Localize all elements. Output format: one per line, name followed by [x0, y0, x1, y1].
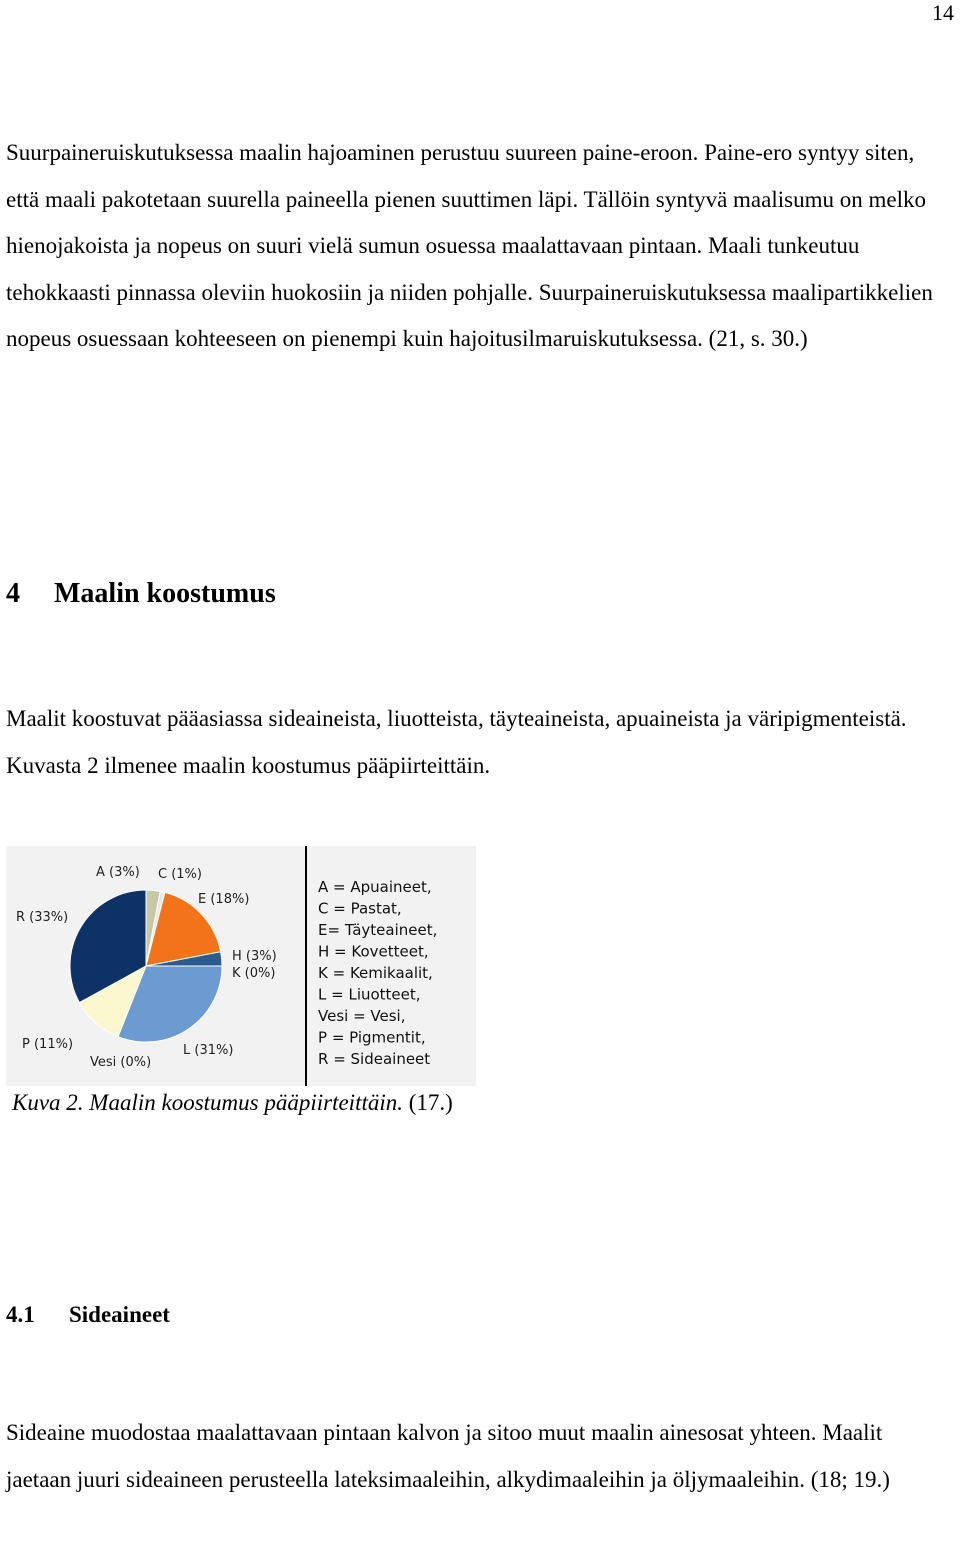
paragraph-paint-composition: Maalit koostuvat pääasiassa sideaineista, liuotteista, täyteaineista, apuaineista ja väripigmenteistä. Kuvasta 2 ilmenee maalin koostumus pääpiirteittäin. [6, 706, 907, 778]
legend-entry: E= Täyteaineet, [318, 921, 438, 939]
legend-entry: H = Kovetteet, [318, 942, 429, 961]
subsection-heading-4-1 [6, 1302, 170, 1328]
figure-caption [12, 1090, 453, 1116]
pie-slice-label: E (18%) [198, 892, 250, 907]
legend-entry: A = Apuaineet, [318, 878, 432, 896]
pie-slice-label: Vesi (0%) [90, 1055, 152, 1070]
pie-slice-label: C (1%) [158, 867, 202, 882]
figure-caption-text: Kuva 2. Maalin koostumus pääpiirteittäin. [12, 1090, 403, 1115]
legend-entry: L = Liuotteet, [318, 985, 421, 1004]
pie-slice-label: A (3%) [96, 865, 140, 880]
paragraph-spray-painting: Suurpaineruiskutuksessa maalin hajoaminen perustuu suureen paine-eroon. Paine-ero syntyy siten, että maali pakotetaan suurella paineella pienen suuttimen läpi. Tällöin syntyvä maalisumu on melko hienojakoista ja nopeus on suuri vielä sumun osuessa maalattavaan pintaan. Maali tunkeutuu tehokkaasti pinnassa oleviin huokosiin ja niiden pohjalle. Suurpaineruiskutuksessa maalipartikkelien nopeus osuessaan kohteeseen on pienempi kuin hajoitusilmaruiskutuksessa. (21, s. 30.) [6, 140, 933, 351]
section-number: 4 [6, 578, 20, 609]
pie-slice-label: R (33%) [16, 910, 69, 925]
pie-slice-label: L (31%) [183, 1043, 234, 1058]
paragraph-binders: Sideaine muodostaa maalattavaan pintaan kalvon ja sitoo muut maalin ainesosat yhteen. Maalit jaetaan juuri sideaineen perusteella lateksimaaleihin, alkydimaaleihin ja öljymaaleihin. (18; 19.) [6, 1420, 890, 1492]
legend-entry: C = Pastat, [318, 899, 402, 918]
pie-slice-label: P (11%) [22, 1037, 74, 1052]
legend-entry: Vesi = Vesi, [318, 1007, 406, 1025]
legend-entry: P = Pigmentit, [318, 1028, 426, 1047]
figure-caption-reference: (17.) [408, 1090, 453, 1115]
paint-composition-figure [6, 846, 476, 1086]
page-number: 14 [932, 0, 954, 25]
section-heading-4 [6, 578, 276, 610]
section-title: Maalin koostumus [54, 578, 276, 609]
legend-entry: K = Kemikaalit, [318, 964, 433, 982]
subsection-title: Sideaineet [69, 1302, 170, 1327]
legend-entry: R = Sideaineet [318, 1050, 431, 1068]
pie-slice-label: H (3%) [232, 949, 277, 964]
pie-chart-svg [6, 846, 476, 1086]
subsection-number: 4.1 [6, 1302, 35, 1327]
pie-slice-label: K (0%) [232, 966, 276, 981]
